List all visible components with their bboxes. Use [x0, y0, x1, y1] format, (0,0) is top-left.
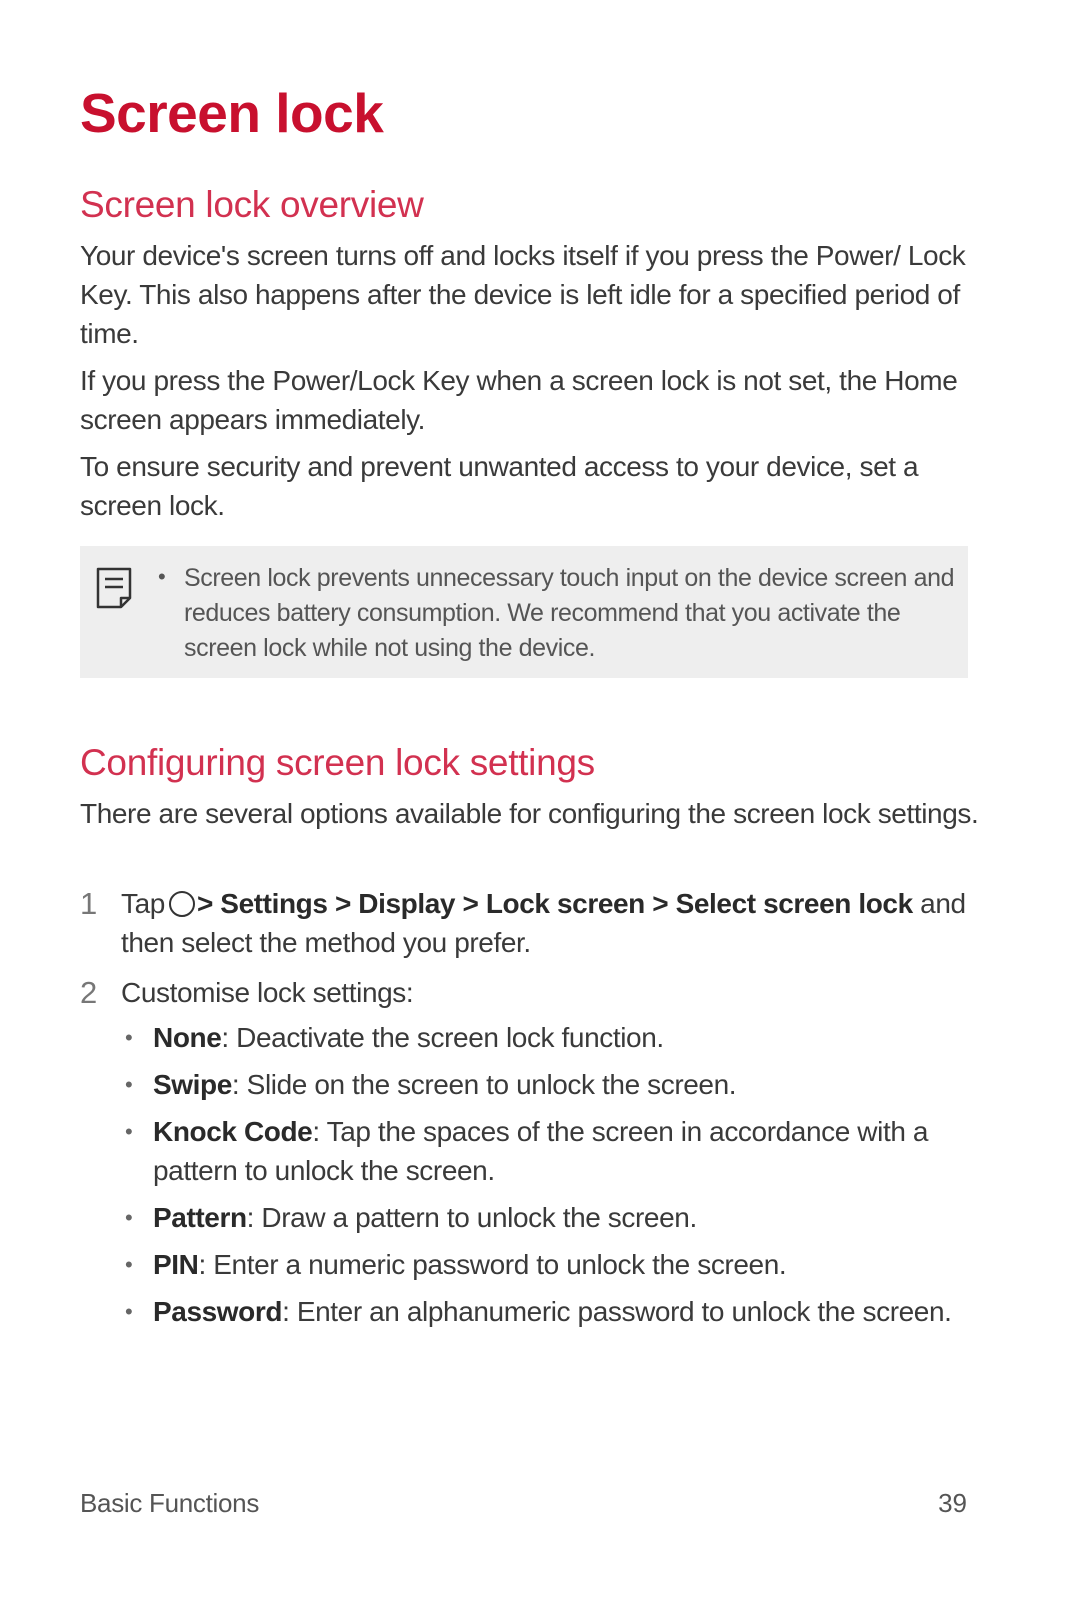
option-desc: : Slide on the screen to unlock the screen. — [231, 1069, 737, 1100]
home-circle-icon — [169, 891, 195, 917]
list-item — [121, 1018, 980, 1057]
option-desc: : Enter an alphanumeric password to unlock the screen. — [282, 1296, 952, 1327]
overview-paragraph: If you press the Power/Lock Key when a screen lock is not set, the Home screen appears immediately. — [80, 365, 958, 435]
path-display: Display — [358, 888, 456, 919]
overview-paragraph: To ensure security and prevent unwanted access to your device, set a screen lock. — [80, 451, 919, 521]
option-name: Swipe — [153, 1069, 232, 1100]
path-select-screen-lock: Select screen lock — [675, 888, 913, 919]
note-icon — [95, 566, 133, 610]
config-heading: Configuring screen lock settings — [80, 742, 595, 783]
option-name: PIN — [153, 1249, 199, 1280]
option-name: Knock Code — [153, 1116, 313, 1147]
step-rest-text: and then select the method you prefer. — [121, 888, 966, 958]
list-item — [121, 1245, 980, 1284]
overview-heading: Screen lock overview — [80, 184, 424, 225]
step-2 — [80, 973, 980, 1331]
note-box — [80, 546, 968, 678]
note-text: Screen lock prevents unnecessary touch input on the device screen and reduces battery consumption. We recommend that you activate the screen lock while not using the device. — [184, 564, 955, 662]
page-title: Screen lock — [80, 82, 384, 144]
step-1 — [80, 884, 980, 962]
option-name: Pattern — [153, 1202, 247, 1233]
bullet: • — [125, 1119, 133, 1144]
overview-paragraph: Your device's screen turns off and locks itself if you press the Power/ Lock Key. This also happens after the device is left idle for a specified period of time. — [80, 240, 966, 349]
option-name: Password — [153, 1296, 283, 1327]
option-desc: : Deactivate the screen lock function. — [221, 1022, 664, 1053]
footer-section-label: Basic Functions — [80, 1488, 260, 1518]
bullet: • — [125, 1299, 133, 1324]
list-item — [121, 1065, 980, 1104]
option-desc: : Enter a numeric password to unlock the screen. — [198, 1249, 787, 1280]
step-text: Customise lock settings: — [121, 977, 414, 1008]
note-bullet: • — [158, 564, 166, 589]
path-separator: > — [462, 888, 479, 919]
path-separator: > — [334, 888, 351, 919]
bullet: • — [125, 1252, 133, 1277]
bullet: • — [125, 1205, 133, 1230]
config-intro: There are several options available for configuring the screen lock settings. — [80, 798, 979, 829]
option-desc: : Draw a pattern to unlock the screen. — [246, 1202, 697, 1233]
path-settings: Settings — [220, 888, 328, 919]
path-separator: > — [196, 888, 213, 919]
steps-list — [80, 884, 980, 1342]
list-item — [121, 1292, 980, 1331]
lock-options-list — [121, 1018, 980, 1331]
option-desc: : Tap the spaces of the screen in accordance with a pattern to unlock the screen. — [153, 1116, 929, 1186]
overview-paragraphs — [80, 236, 980, 533]
option-name: None — [153, 1022, 222, 1053]
list-item — [121, 1112, 980, 1190]
bullet: • — [125, 1025, 133, 1050]
bullet: • — [125, 1072, 133, 1097]
list-item — [121, 1198, 980, 1237]
step-number: 2 — [80, 975, 97, 1010]
page-number: 39 — [938, 1488, 967, 1518]
path-separator: > — [652, 888, 669, 919]
step-number: 1 — [80, 886, 97, 921]
path-lock-screen: Lock screen — [485, 888, 645, 919]
step-tap-text: Tap — [121, 888, 165, 919]
